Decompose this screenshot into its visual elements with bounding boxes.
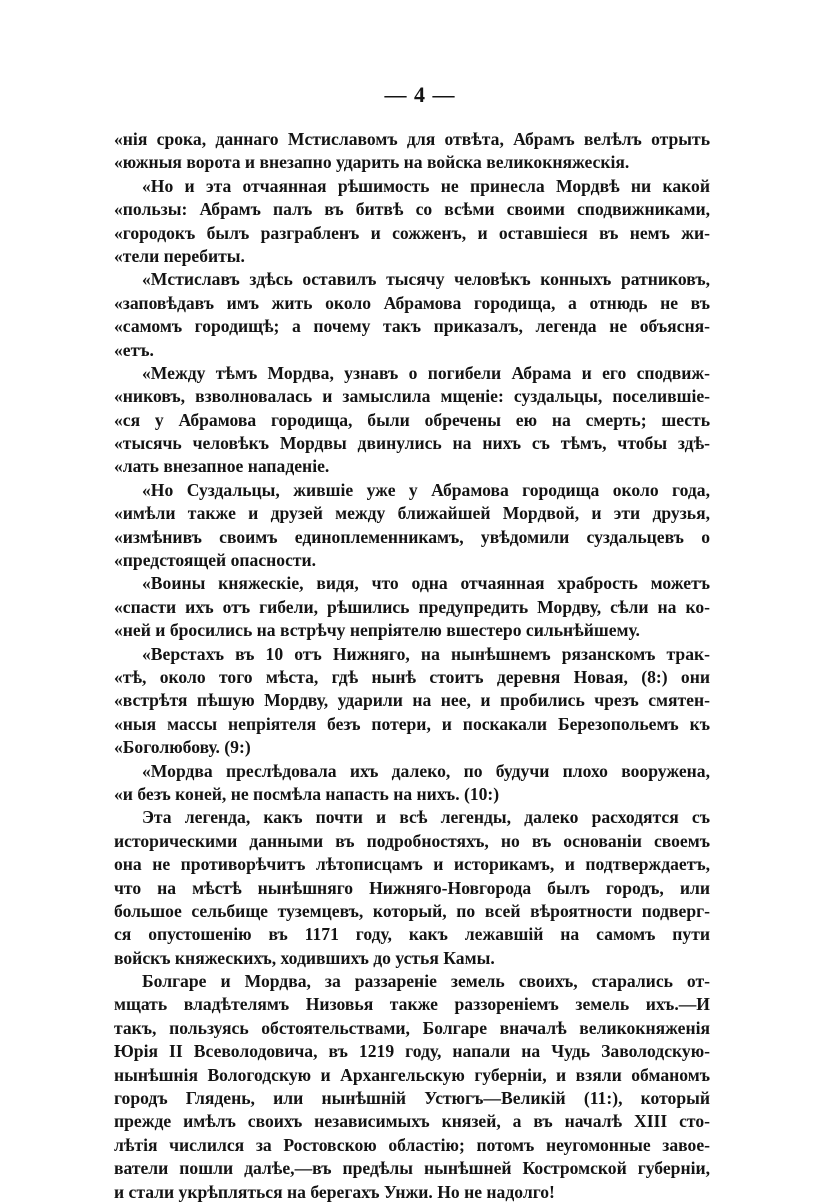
text-line: ся опустошенію въ 1171 году, какъ лежавшій на самомъ пути (114, 924, 710, 945)
text-line: «спасти ихъ отъ гибели, рѣшились предупредить Мордву, сѣли на ко- (114, 596, 710, 617)
text-line: «нія срока, даннаго Мстиславомъ для отвѣта, Абрамъ велѣлъ отрыть (114, 129, 710, 149)
text-line: «Но Суздальцы, жившіе уже у Абрамова городища около года, (142, 479, 710, 500)
text-line: лѣтія числился за Ростовскою областію; потомъ неугомонные завое- (114, 1134, 710, 1155)
text-line: «ней и бросились на встрѣчу непріятелю вшестеро сильнѣйшему. (114, 620, 640, 641)
text-line: она не противорѣчитъ лѣтописцамъ и историкамъ, и подтверждаетъ, (114, 854, 710, 875)
text-line: «Но и эта отчаянная рѣшимость не принесла Мордвѣ ни какой (142, 175, 710, 196)
text-line: городъ Глядень, или нынѣшній Устюгъ—Великій (11:), который (114, 1088, 710, 1109)
body-text (114, 128, 710, 1204)
text-line: «встрѣтя пѣшую Мордву, ударили на нее, и пробились чрезъ смятен- (114, 690, 710, 711)
text-line: историческими данными въ подробностяхъ, но въ основаніи своемъ (114, 830, 710, 851)
text-line: «имѣли также и друзей между ближайшей Мордвой, и эти друзья, (114, 503, 710, 524)
text-line: мщать владѣтелямъ Низовья также раззореніемъ земель ихъ.—И (114, 994, 710, 1015)
text-line: прежде имѣлъ своихъ независимыхъ князей, а въ началѣ XIII сто- (114, 1111, 710, 1132)
text-line: ватели пошли далѣе,—въ предѣлы нынѣшней Костромской губерніи, (114, 1158, 710, 1179)
text-line: «лать внезапное нападеніе. (114, 456, 330, 477)
text-line: «и безъ коней, не посмѣла напасть на нихъ. (10:) (114, 783, 500, 804)
text-line: Юрія II Всеволодовича, въ 1219 году, напали на Чудь Заволодскую- (114, 1041, 710, 1062)
text-line: «пользы: Абрамъ палъ въ битвѣ со всѣми своими сподвижниками, (114, 199, 710, 220)
text-line: «городокъ былъ разграбленъ и сожженъ, и оставшіеся въ немъ жи- (114, 222, 710, 243)
text-line: «Мстиславъ здѣсь оставилъ тысячу человѣкъ конныхъ ратниковъ, (142, 269, 710, 290)
text-line: и стали укрѣпляться на берегахъ Унжи. Но не надолго! (114, 1181, 555, 1202)
text-line: большое сельбище туземцевъ, который, по всей вѣроятности подверг- (114, 900, 710, 921)
text-line: Эта легенда, какъ почти и всѣ легенды, далеко расходятся съ (142, 807, 710, 828)
text-line: такъ, пользуясь обстоятельствами, Болгаре вначалѣ великокняженія (114, 1017, 710, 1038)
text-line: что на мѣстѣ нынѣшняго Нижняго-Новгорода былъ городъ, или (114, 877, 710, 898)
text-line: «самомъ городищѣ; а почему такъ приказалъ, легенда не объясня- (114, 316, 710, 337)
text-line: «измѣнивъ своимъ единоплеменникамъ, увѣдомили суздальцевъ о (114, 526, 710, 547)
text-line: «предстоящей опасности. (114, 550, 317, 571)
text-line: «ся у Абрамова городища, были обречены ею на смерть; шесть (114, 409, 710, 430)
text-line: «тысячь человѣкъ Мордвы двинулись на нихъ съ тѣмъ, чтобы здѣ- (114, 433, 710, 454)
text-line: «Мордва преслѣдовала ихъ далеко, по будучи плохо вооружена, (142, 760, 710, 781)
text-line: «ныя массы непріятеля безъ потери, и поскакали Березопольемъ къ (114, 713, 710, 734)
text-line: «заповѣдавъ имъ жить около Абрамова городища, а отнюдь не въ (114, 292, 710, 313)
text-line: «етъ. (114, 339, 154, 360)
page-number: — 4 — (384, 82, 456, 107)
text-line: «Боголюбову. (9:) (114, 737, 251, 758)
text-line: «Воины княжескіе, видя, что одна отчаянная храбрость можетъ (142, 573, 710, 594)
text-line: Болгаре и Мордва, за раззареніе земель своихъ, старались от- (142, 971, 710, 992)
text-line: войскъ княжескихъ, ходившихъ до устья Камы. (114, 947, 495, 968)
text-line: «Между тѣмъ Мордва, узнавъ о погибели Абрама и его сподвиж- (142, 362, 710, 383)
text-line: «Верстахъ въ 10 отъ Нижняго, на нынѣшнемъ рязанскомъ трак- (142, 643, 710, 664)
text-line: «тѣ, около того мѣста, гдѣ нынѣ стоитъ деревня Новая, (8:) они (114, 666, 710, 687)
text-line: «никовъ, взволновалась и замыслила мщеніе: суздальцы, поселившіе- (114, 386, 710, 407)
text-line: «тели перебиты. (114, 245, 245, 266)
text-line: «южныя ворота и внезапно ударить на войска великокняжескія. (114, 152, 630, 173)
text-line: нынѣшнія Вологодскую и Архангельскую губерніи, и взяли обманомъ (114, 1064, 710, 1085)
